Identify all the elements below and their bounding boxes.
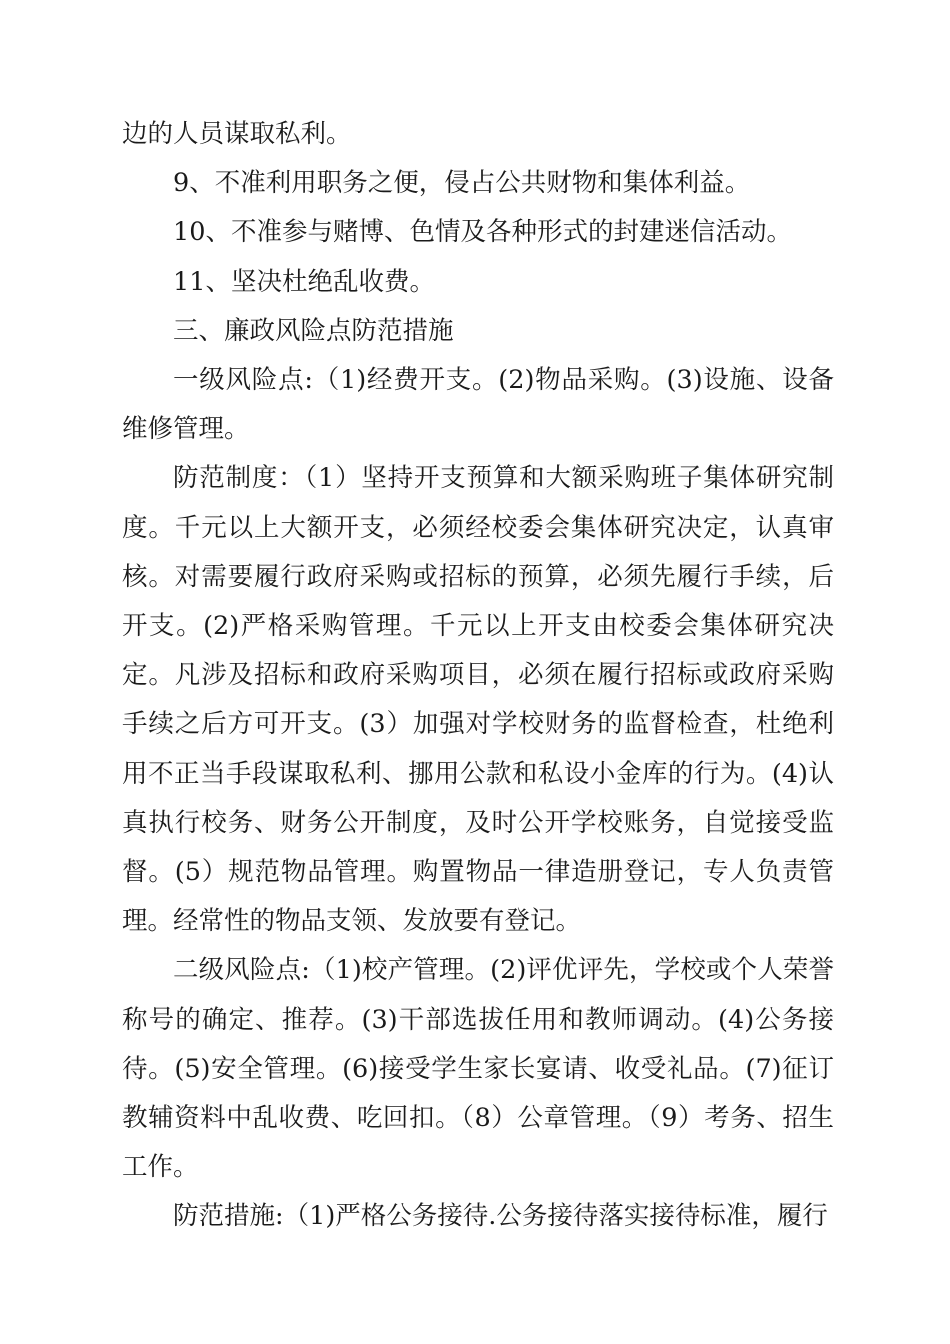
paragraph-level2-risk: 二级风险点:（1)校产管理。(2)评优评先，学校或个人荣誉称号的确定、推荐。(3)干部选拔任用和教师调动。(4)公务接待。(5)安全管理。(6)接受学生家长宴请、收受礼品。(7)征订教辅资料中乱收费、吃回扣。（8）公章管理。（9）考务、招生工作。 [122,955,834,1183]
paragraph-level1-risk: 一级风险点:（1)经费开支。(2)物品采购。(3)设施、设备维修管理。 [122,365,834,445]
paragraph-continuation: 边的人员谋取私利。 [122,119,352,149]
paragraph-rule-9: 9、不准利用职务之便，侵占公共财物和集体利益。 [173,168,751,199]
paragraph-rule-10: 10、不准参与赌博、色情及各种形式的封建迷信活动。 [173,217,792,248]
paragraph-rule-11: 11、坚决杜绝乱收费。 [173,266,435,297]
paragraph-prevention-system: 防范制度：（1）坚持开支预算和大额采购班子集体研究制度。千元以上大额开支，必须经校委会集体研究决定，认真审核。对需要履行政府采购或招标的预算，必须先履行手续，后开支。(2)严格采购管理。千元以上开支由校委会集体研究决定。凡涉及招标和政府采购项目，必须在履行招标或政府采购手续之后方可开支。(3）加强对学校财务的监督检查，杜绝利用不正当手段谋取私利、挪用公款和私设小金库的行为。(4)认真执行校务、财务公开制度，及时公开学校账务，自觉接受监督。(5）规范物品管理。购置物品一律造册登记，专人负责管理。经常性的物品支领、发放要有登记。 [122,463,834,937]
document-body [122,110,834,1242]
section-heading: 三、廉政风险点防范措施 [173,315,454,346]
paragraph-prevention-measures: 防范措施:（1)严格公务接待.公务接待落实接待标准，履行 [173,1201,828,1232]
